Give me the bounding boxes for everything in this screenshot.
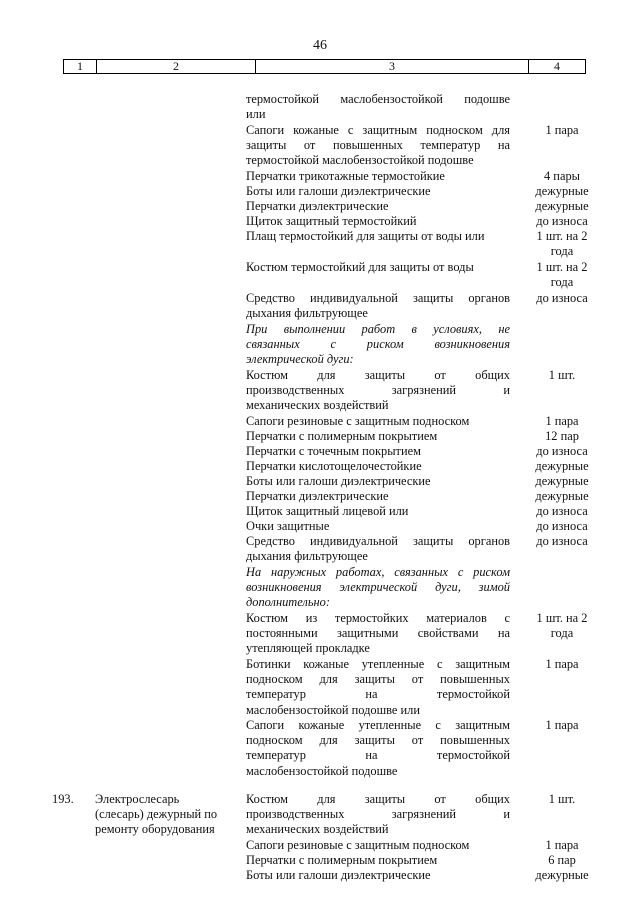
equipment-item	[246, 123, 510, 169]
column-header-2: 2	[97, 60, 256, 73]
equipment-item	[246, 868, 510, 883]
issue-norm-line: 1 шт.	[548, 368, 576, 382]
equipment-line: Перчатки с полимерным покрытием	[246, 429, 438, 443]
issue-norm	[524, 184, 600, 199]
column-header-4: 4	[554, 59, 560, 73]
issue-norm-line: до износа	[536, 519, 588, 533]
issue-norm	[524, 444, 600, 459]
equipment-item	[246, 657, 510, 718]
equipment-item	[246, 229, 510, 244]
equipment-line: Перчатки трикотажные термостойкие	[246, 169, 445, 183]
equipment-line: Боты или галоши диэлектрические	[246, 474, 431, 488]
equipment-line: производственных загрязнений и	[246, 383, 510, 398]
issue-norm	[524, 792, 600, 807]
issue-norm-line: 1 пара	[545, 123, 579, 137]
issue-norm-line: дежурные	[535, 489, 589, 503]
equipment-item	[246, 92, 510, 122]
equipment-line: Сапоги кожаные с защитным подноском для	[246, 123, 510, 137]
equipment-line: механических воздействий	[246, 822, 389, 837]
section-note	[246, 565, 510, 611]
equipment-line: Костюм для защиты от общих	[246, 368, 510, 382]
equipment-item	[246, 429, 510, 444]
equipment-line: Сапоги резиновые с защитным подноском	[246, 838, 470, 852]
issue-norm	[524, 123, 600, 138]
equipment-line: Боты или галоши диэлектрические	[246, 868, 431, 882]
equipment-line: При выполнении работ в условиях, не	[246, 322, 510, 336]
equipment-item	[246, 169, 510, 184]
equipment-line: температур на термостойкой	[246, 687, 510, 702]
issue-norm-line: 1 шт. на 2	[536, 611, 588, 625]
equipment-line: Сапоги резиновые с защитным подноском	[246, 414, 470, 428]
equipment-line: Очки защитные	[246, 519, 330, 533]
issue-norm-line: 1 пара	[545, 657, 579, 671]
equipment-line: электрической дуги:	[246, 352, 354, 367]
equipment-line: Костюм из термостойких материалов с	[246, 611, 510, 625]
equipment-item	[246, 214, 510, 229]
equipment-item	[246, 444, 510, 459]
profession-line: Электрослесарь	[95, 792, 180, 806]
issue-norm	[524, 474, 600, 489]
issue-norm-line: года	[550, 244, 574, 259]
issue-norm	[524, 368, 600, 383]
issue-norm-line: до износа	[536, 444, 588, 458]
equipment-item	[246, 611, 510, 657]
equipment-line: Плащ термостойкий для защиты от воды или	[246, 229, 485, 243]
page-number: 46	[313, 38, 327, 53]
equipment-line: защиты от повышенных температур на	[246, 138, 510, 153]
equipment-line: или	[246, 107, 266, 122]
issue-norm	[524, 504, 600, 519]
issue-norm	[524, 838, 600, 853]
equipment-line: Перчатки диэлектрические	[246, 489, 389, 503]
issue-norm	[524, 611, 600, 641]
equipment-line: дополнительно:	[246, 595, 330, 610]
issue-norm-line: дежурные	[535, 199, 589, 213]
issue-norm-line: до износа	[536, 291, 588, 305]
equipment-item	[246, 853, 510, 868]
equipment-line: Средство индивидуальной защиты органов	[246, 291, 510, 305]
column-header-3: 3	[256, 60, 529, 73]
equipment-item	[246, 459, 510, 474]
equipment-line: возникновения электрической дуги, зимой	[246, 580, 510, 595]
issue-norm-line: 1 пара	[545, 838, 579, 852]
issue-norm-line: 12 пар	[545, 429, 579, 443]
equipment-item	[246, 368, 510, 414]
equipment-line: Перчатки с точечным покрытием	[246, 444, 421, 458]
equipment-line: Средство индивидуальной защиты органов	[246, 534, 510, 548]
issue-norm-line: дежурные	[535, 868, 589, 882]
equipment-item	[246, 519, 510, 534]
issue-norm	[524, 489, 600, 504]
issue-norm-line: 1 шт. на 2	[536, 260, 588, 274]
issue-norm	[524, 260, 600, 290]
equipment-line: Ботинки кожаные утепленные с защитным	[246, 657, 510, 671]
equipment-line: маслобензостойкой подошве	[246, 763, 398, 778]
equipment-item	[246, 489, 510, 504]
equipment-item	[246, 291, 510, 321]
equipment-item	[246, 534, 510, 564]
equipment-line: температур на термостойкой	[246, 748, 510, 763]
issue-norm	[524, 868, 600, 883]
equipment-line: утепляющей прокладке	[246, 641, 370, 656]
equipment-line: механических воздействий	[246, 398, 389, 413]
issue-norm-line: до износа	[536, 504, 588, 518]
equipment-item	[246, 260, 510, 275]
equipment-line: термостойкой маслобензостойкой подошве	[246, 92, 510, 106]
issue-norm	[524, 657, 600, 672]
issue-norm	[524, 718, 600, 733]
equipment-item	[246, 718, 510, 779]
equipment-item	[246, 792, 510, 838]
issue-norm	[524, 429, 600, 444]
equipment-line: связанных с риском возникновения	[246, 337, 510, 352]
profession-name	[95, 792, 235, 838]
equipment-line: Боты или галоши диэлектрические	[246, 184, 431, 198]
issue-norm-line: 4 пары	[544, 169, 580, 183]
issue-norm	[524, 534, 600, 549]
column-header	[63, 59, 586, 74]
issue-norm-line: года	[550, 275, 574, 290]
profession-line: (слесарь) дежурный по	[95, 807, 218, 822]
equipment-line: Перчатки с полимерным покрытием	[246, 853, 438, 867]
entry-number: 193.	[52, 792, 74, 806]
equipment-line: постоянными защитными свойствами на	[246, 626, 510, 641]
issue-norm-line: 1 пара	[545, 414, 579, 428]
equipment-item	[246, 838, 510, 853]
equipment-line: термостойкой маслобензостойкой подошве	[246, 153, 474, 168]
equipment-line: дыхания фильтрующее	[246, 549, 368, 564]
issue-norm-line: года	[550, 626, 574, 641]
equipment-line: Щиток защитный лицевой или	[246, 504, 409, 518]
equipment-line: Щиток защитный термостойкий	[246, 214, 417, 228]
equipment-line: маслобензостойкой подошве или	[246, 702, 420, 717]
issue-norm	[524, 199, 600, 214]
issue-norm	[524, 414, 600, 429]
issue-norm-line: дежурные	[535, 184, 589, 198]
equipment-line: дыхания фильтрующее	[246, 306, 368, 321]
equipment-item	[246, 414, 510, 429]
column-header-1: 1	[64, 60, 97, 73]
issue-norm-line: до износа	[536, 534, 588, 548]
equipment-item	[246, 184, 510, 199]
issue-norm-line: дежурные	[535, 474, 589, 488]
equipment-line: Перчатки кислотощелочестойкие	[246, 459, 422, 473]
equipment-line: подноском для защиты от повышенных	[246, 672, 510, 687]
issue-norm-line: 6 пар	[548, 853, 576, 867]
equipment-line: Костюм для защиты от общих	[246, 792, 510, 806]
issue-norm	[524, 169, 600, 184]
issue-norm-line: 1 пара	[545, 718, 579, 732]
equipment-item	[246, 504, 510, 519]
equipment-item	[246, 199, 510, 214]
equipment-line: производственных загрязнений и	[246, 807, 510, 822]
issue-norm	[524, 229, 600, 259]
section-note	[246, 322, 510, 368]
issue-norm	[524, 519, 600, 534]
profession-line: ремонту оборудования	[95, 822, 215, 837]
issue-norm-line: 1 шт.	[548, 792, 576, 806]
equipment-line: Сапоги кожаные утепленные с защитным	[246, 718, 510, 732]
equipment-line: подноском для защиты от повышенных	[246, 733, 510, 748]
issue-norm	[524, 459, 600, 474]
equipment-line: На наружных работах, связанных с риском	[246, 565, 510, 579]
equipment-line: Костюм термостойкий для защиты от воды	[246, 260, 474, 274]
issue-norm	[524, 291, 600, 306]
equipment-item	[246, 474, 510, 489]
issue-norm-line: 1 шт. на 2	[536, 229, 588, 243]
issue-norm-line: дежурные	[535, 459, 589, 473]
issue-norm-line: до износа	[536, 214, 588, 228]
issue-norm	[524, 214, 600, 229]
issue-norm	[524, 853, 600, 868]
equipment-line: Перчатки диэлектрические	[246, 199, 389, 213]
